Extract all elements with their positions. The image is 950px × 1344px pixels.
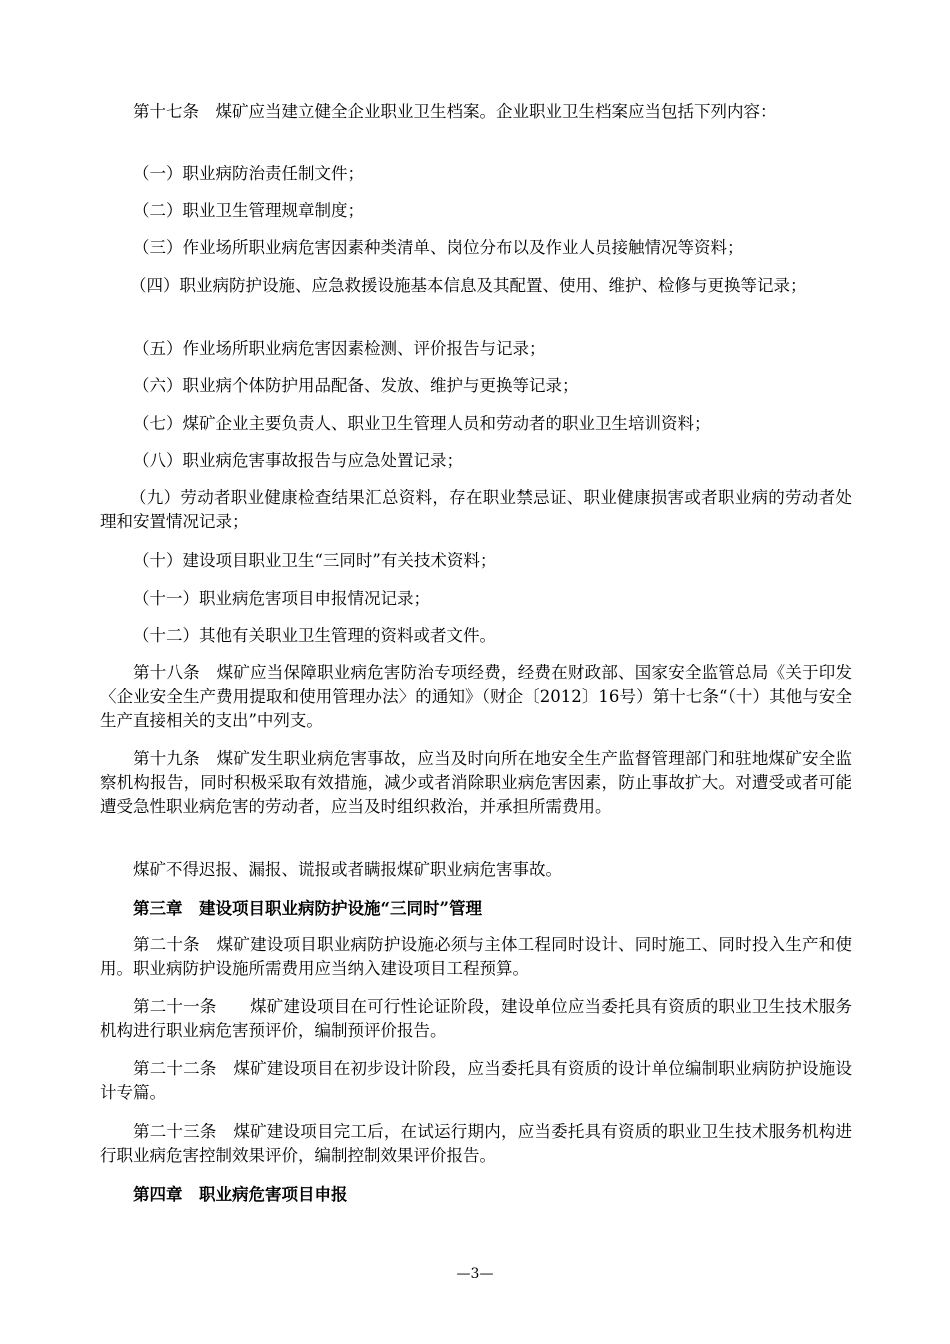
article-19-note: 煤矿不得迟报、漏报、谎报或者瞒报煤矿职业病危害事故。: [133, 860, 562, 879]
list-item-12: （十二）其他有关职业卫生管理的资料或者文件。: [133, 626, 496, 645]
article-19: 第十九条 煤矿发生职业病危害事故，应当及时向所在地安全生产监督管理部门和驻地煤矿安全监察机构报告，同时积极采取有效措施，减少或者消除职业病危害因素，防止事故扩大。对遭受或者可能遭受急性职业病危害的劳动者，应当及时组织救治，并承担所需费用。: [100, 749, 852, 816]
list-item-8: （八）职业病危害事故报告与应急处置记录；: [133, 451, 463, 470]
list-item-5: （五）作业场所职业病危害因素检测、评价报告与记录；: [133, 339, 546, 358]
list-item-1: （一）职业病防治责任制文件；: [133, 164, 364, 183]
list-item-9: （九）劳动者职业健康检查结果汇总资料，存在职业禁忌证、职业健康损害或者职业病的劳动者处理和安置情况记录；: [100, 488, 852, 531]
article-23: 第二十三条 煤矿建设项目完工后，在试运行期内，应当委托具有资质的职业卫生技术服务机构进行职业病危害控制效果评价，编制控制效果评价报告。: [100, 1122, 852, 1165]
list-item-10: （十）建设项目职业卫生“三同时”有关技术资料；: [133, 551, 497, 570]
list-item-2: （二）职业卫生管理规章制度；: [133, 201, 364, 220]
article-22: 第二十二条 煤矿建设项目在初步设计阶段，应当委托具有资质的设计单位编制职业病防护设施设计专篇。: [100, 1059, 852, 1102]
article-20: 第二十条 煤矿建设项目职业病防护设施必须与主体工程同时设计、同时施工、同时投入生产和使用。职业病防护设施所需费用应当纳入建设项目工程预算。: [100, 935, 852, 978]
list-item-11: （十一）职业病危害项目申报情况记录；: [133, 589, 430, 608]
list-item-4: （四）职业病防护设施、应急救援设施基本信息及其配置、使用、维护、检修与更换等记录；: [130, 276, 807, 295]
list-item-7: （七）煤矿企业主要负责人、职业卫生管理人员和劳动者的职业卫生培训资料；: [133, 414, 711, 433]
chapter-3-heading: 第三章 建设项目职业病防护设施“三同时”管理: [133, 899, 482, 918]
article-18: 第十八条 煤矿应当保障职业病危害防治专项经费，经费在财政部、国家安全监管总局《关于印发〈企业安全生产费用提取和使用管理办法〉的通知》（财企〔2012〕16号）第十七条“（十）其他与安全生产直接相关的支出”中列支。: [100, 663, 852, 730]
article-21: 第二十一条 煤矿建设项目在可行性论证阶段，建设单位应当委托具有资质的职业卫生技术服务机构进行职业病危害预评价，编制预评价报告。: [100, 997, 852, 1040]
article-17: 第十七条 煤矿应当建立健全企业职业卫生档案。企业职业卫生档案应当包括下列内容：: [133, 102, 777, 121]
chapter-4-heading: 第四章 职业病危害项目申报: [133, 1185, 348, 1204]
list-item-3: （三）作业场所职业病危害因素种类清单、岗位分布以及作业人员接触情况等资料；: [133, 238, 744, 257]
list-item-6: （六）职业病个体防护用品配备、发放、维护与更换等记录；: [133, 376, 579, 395]
page-number: —3—: [456, 1266, 494, 1282]
